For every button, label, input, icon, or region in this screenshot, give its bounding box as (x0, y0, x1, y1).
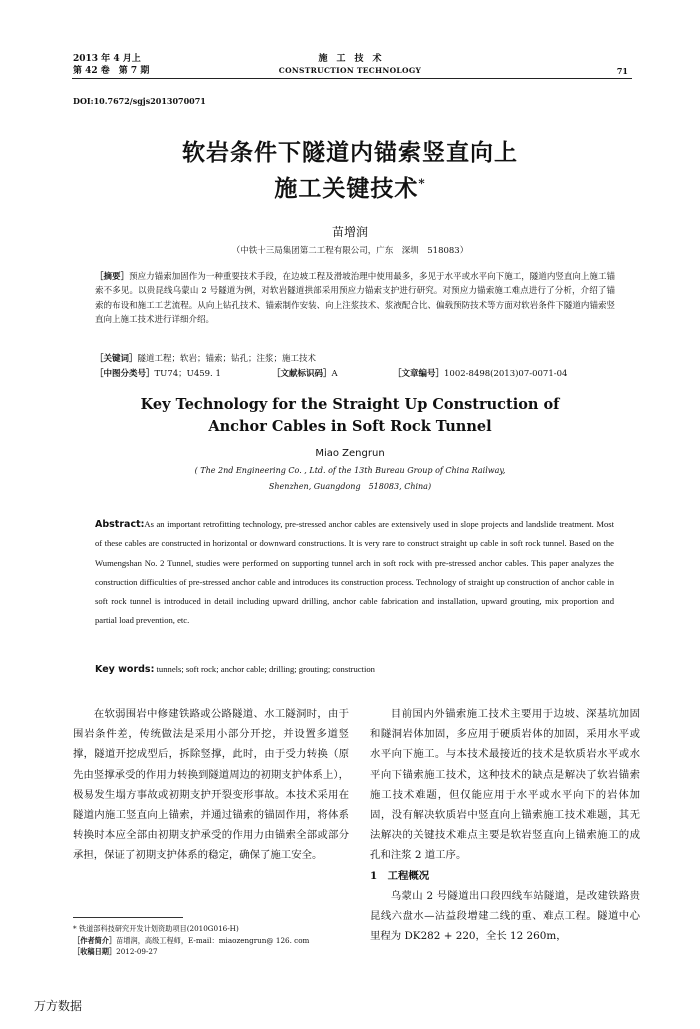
doc-code (272, 367, 338, 379)
abstract-en (95, 515, 614, 631)
author-bio-text: 苗增润，高级工程师，E-mail：miaozengrun@ 126. com (116, 935, 310, 945)
page-number: 71 (616, 66, 628, 76)
project-overview-paragraph: 乌蒙山 2 号隧道出口段四线车站隧道，是改建铁路贵昆线六盘水—沾益段增建二线的重、难点工程。隧道中心里程为 DK282 + 220，全长 12 260m， (370, 889, 640, 943)
keywords-cn (95, 352, 316, 364)
body-column-right (370, 704, 640, 946)
keywords-en-text: tunnels; soft rock; anchor cable; drilling; grouting; construction (156, 664, 375, 674)
title-en-line1: Key Technology for the Straight Up Construction of (140, 396, 560, 413)
running-header-left (73, 53, 149, 77)
footnote-rule (73, 917, 183, 918)
footnotes (73, 923, 353, 958)
article-number-value: 1002-8498(2013)07-0071-04 (444, 369, 568, 379)
title-cn-line1: 软岩条件下隧道内锚索竖直向上 (182, 139, 518, 166)
abstract-en-text: As an important retrofitting technology, pre-stressed anchor cables are extensively used in slope projects and landslide treatment. Most of these cables are constructed in horizontal or downward constructions. It is very rare to construct straight up cable in soft rock tunnel. Based on the Wumengshan No. 2 Tunnel, studies were performed on supporting tunnel arch in soft rock with pre-stressed anchor cables. This paper analyzes the construction difficulties of pre-stressed anchor cable and introduces its construction process. Technology of straight up construction of anchor cable in soft rock tunnel is introduced in detail including upward drilling, anchor cable fabrication and installation, upward grouting, mix proportion and partial load prevention, etc. (95, 519, 614, 626)
background-paragraph: 目前国内外锚索施工技术主要用于边坡、深基坑加固和隧洞岩体加固，多应用于硬质岩体的加固，采用水平或水平向下施工。与本技术最接近的技术是软质岩水平或水平向下锚索施工技术，这种技术的缺点是解决了软岩锚索施工技术难题，但仅能应用于水平或水平向下的岩体加固，没有解决软质岩中竖直向上锚索施工技术难题，其无法解决的关键技术难点主要是软岩竖直向上锚索施工的成孔和注浆 2 道工序。 (370, 708, 640, 862)
journal-name-cn: 施 工 技 术 (318, 54, 382, 64)
volume-issue: 第 42 卷 第 7 期 (73, 66, 150, 76)
author-bio-label: ［作者简介］ (73, 935, 117, 945)
abstract-cn-text: 预应力锚索加固作为一种重要技术手段，在边坡工程及滑坡治理中使用最多，多见于水平或水平向下施工，隧道内竖直向上施工锚索不多见。以贵昆线乌蒙山 2 号隧道为例，对软岩隧道拱部采用预应力锚索支护进行研究。对预应力锚索施工难点进行了分析，介绍了锚索的布设和施工工艺流程。从向上钻孔技术、锚索制作安装、向上注浆技术、浆液配合比、偏载预防技术等方面对软岩条件下隧道内锚索竖直向上施工技术进行详细介绍。 (95, 272, 615, 325)
affiliation-cn: （中铁十三局集团第二工程有限公司，广东 深圳 518083） (231, 246, 469, 256)
keywords-cn-label: ［关键词］ (95, 354, 138, 364)
fund-note: * 铁道部科技研究开发计划资助项目(2010G016-H) (73, 924, 239, 933)
author-en: Miao Zengrun (315, 448, 385, 459)
clc-number (95, 367, 221, 379)
doc-code-label: ［文献标识码］ (272, 369, 332, 379)
section-heading-1: 1 工程概况 (370, 869, 430, 882)
doc-code-value: A (331, 369, 338, 379)
header-rule (72, 78, 632, 79)
article-number-label: ［文章编号］ (393, 369, 445, 379)
affiliation-en-line2: Shenzhen, Guangdong 518083, China) (268, 482, 432, 491)
title-footnote-mark: * (418, 176, 426, 191)
author-cn: 苗增润 (331, 225, 368, 239)
abstract-cn-label: ［摘要］ (95, 272, 130, 282)
abstract-en-label: Abstract: (95, 519, 145, 530)
abstract-cn (95, 270, 615, 327)
received-date-note (73, 946, 353, 958)
journal-name-en: CONSTRUCTION TECHNOLOGY (278, 66, 422, 75)
title-cn-line2-text: 施工关键技术 (274, 175, 419, 202)
received-label: ［收稿日期］ (73, 947, 117, 956)
body-column-left (73, 704, 349, 866)
keywords-en (95, 664, 615, 675)
received-date: 2012-09-27 (116, 947, 158, 956)
doi: DOI:10.7672/sgjs2013070071 (73, 96, 206, 106)
title-en-line2: Anchor Cables in Soft Rock Tunnel (208, 418, 492, 435)
author-bio-note (73, 935, 353, 947)
clc-label: ［中图分类号］ (95, 369, 155, 379)
issue-date: 2013 年 4 月上 (73, 54, 141, 64)
keywords-cn-text: 隧道工程；软岩；锚索；钻孔；注浆；施工技术 (137, 354, 317, 364)
title-cn-line2 (100, 170, 600, 203)
clc-value: TU74；U459. 1 (154, 369, 221, 379)
article-number (393, 367, 567, 379)
affiliation-en-line1: ( The 2nd Engineering Co. , Ltd. of the 13th Bureau Group of China Railway, (194, 466, 506, 475)
running-header-center (230, 53, 470, 77)
intro-paragraph: 在软弱围岩中修建铁路或公路隧道、水工隧洞时，由于围岩条件差，传统做法是采用小部分开挖，并设置多道竖撑，隧道开挖成型后，拆除竖撑，此时，由于受力转换（原先由竖撑承受的作用力转换到隧道周边的初期支护体系上），极易发生塌方事故或初期支护开裂变形事故。本技术采用在隧道内施工竖直向上锚索，并通过锚索的锚固作用，将体系转换时本应全部由初期支护承受的作用力由锚索全部或部分承担，保证了初期支护体系的稳定，确保了施工安全。 (73, 708, 349, 862)
watermark: 万方数据 (34, 999, 83, 1013)
keywords-en-label: Key words: (95, 664, 155, 675)
